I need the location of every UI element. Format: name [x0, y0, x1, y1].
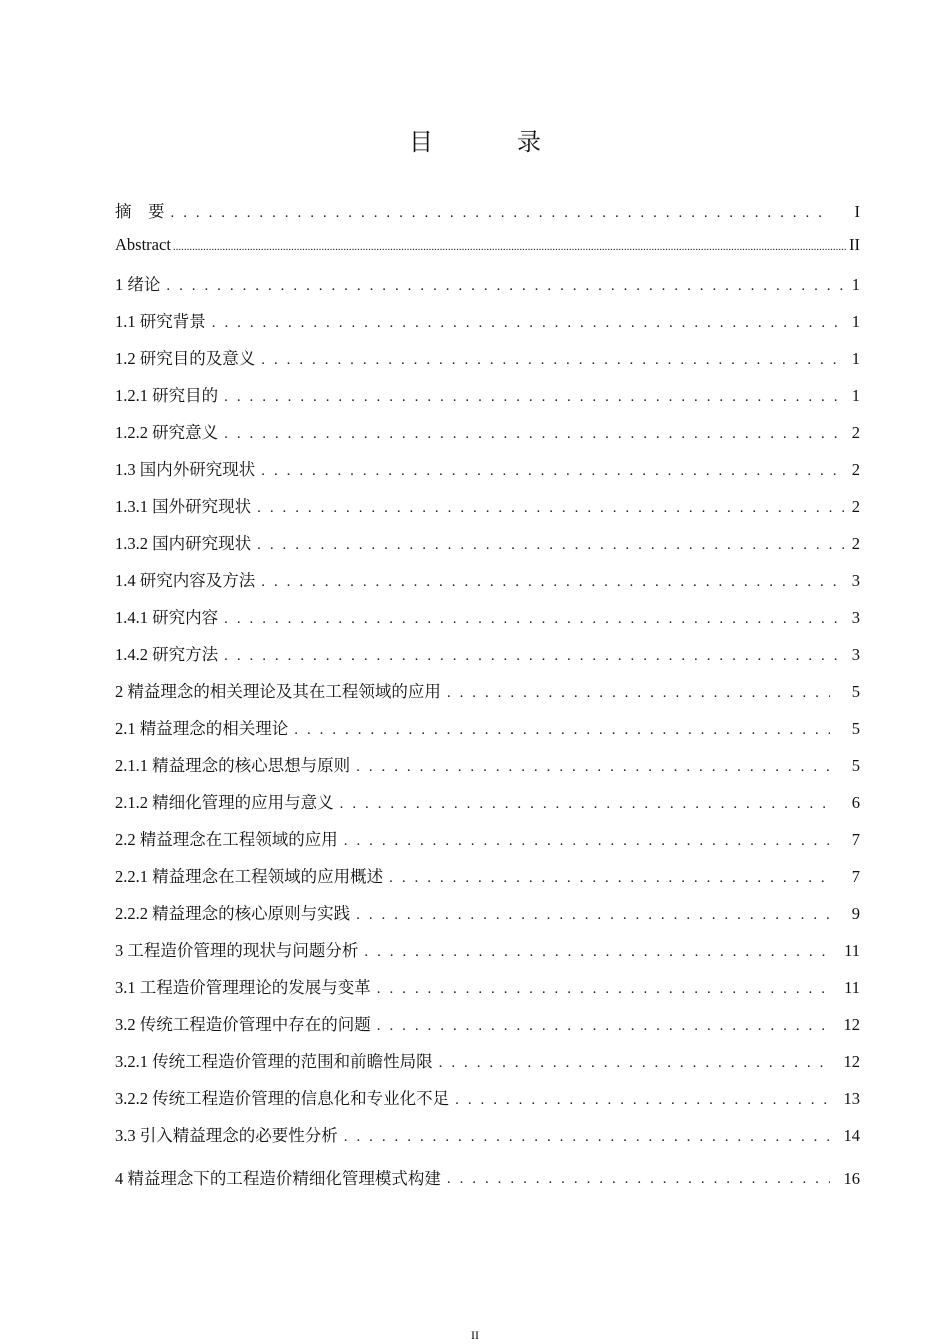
toc-entry-page: 2: [851, 423, 860, 442]
toc-entry-page: 5: [851, 756, 860, 775]
toc-entry-page: 16: [843, 1169, 860, 1188]
dot-leader: [356, 907, 830, 925]
toc-entry-page: 6: [851, 793, 860, 812]
toc-entry-label: 1.2 研究目的及意义: [115, 349, 256, 368]
dot-leader: [261, 463, 844, 481]
dot-leader: [261, 574, 844, 592]
dot-leader: [224, 389, 844, 407]
toc-entry[interactable]: [115, 1159, 860, 1199]
toc-entry-label: 3.2 传统工程造价管理中存在的问题: [115, 1015, 371, 1034]
toc-entry-page: 11: [844, 978, 860, 997]
toc-entry[interactable]: [115, 382, 860, 419]
toc-entry-label: 1.4.2 研究方法: [115, 645, 219, 664]
toc-entry[interactable]: [115, 974, 860, 1011]
toc-entry-abstract-cn[interactable]: [115, 198, 860, 235]
toc-entry-page: 11: [844, 941, 860, 960]
toc-entry-label: 3 工程造价管理的现状与问题分析: [115, 941, 359, 960]
toc-entry-page: 5: [851, 682, 860, 701]
toc-entry[interactable]: [115, 419, 860, 456]
dot-leader: [261, 352, 844, 370]
dot-leader: [356, 759, 830, 777]
toc-entry-label: 2.1.2 精细化管理的应用与意义: [115, 793, 334, 812]
toc-entry-label: 4 精益理念下的工程造价精细化管理模式构建: [115, 1169, 441, 1188]
toc-entry-page: II: [849, 235, 860, 254]
toc-entry-page: 7: [851, 867, 860, 886]
toc-entry-page: 13: [843, 1089, 860, 1108]
dot-leader: [212, 315, 844, 333]
dot-leader: [173, 241, 847, 254]
toc-entry-label: 2.2.2 精益理念的核心原则与实践: [115, 904, 351, 923]
toc-entry[interactable]: [115, 641, 860, 678]
toc-entry[interactable]: [115, 345, 860, 382]
toc-entry-label: 1.2.2 研究意义: [115, 423, 219, 442]
dot-leader: [455, 1092, 830, 1110]
toc-entry-page: 1: [851, 349, 860, 368]
toc-entry[interactable]: [115, 715, 860, 752]
dot-leader: [171, 205, 831, 223]
toc-entry-label: 1.1 研究背景: [115, 312, 206, 331]
dot-leader: [166, 278, 844, 296]
toc-entry-label: Abstract: [115, 235, 171, 254]
toc-entry-label: 3.1 工程造价管理理论的发展与变革: [115, 978, 371, 997]
toc-entry[interactable]: [115, 752, 860, 789]
dot-leader: [224, 611, 844, 629]
dot-leader: [257, 537, 844, 555]
toc-entry-page: 5: [851, 719, 860, 738]
toc-entry[interactable]: [115, 937, 860, 974]
toc-entry-page: 2: [851, 497, 860, 516]
toc-entry[interactable]: [115, 789, 860, 826]
toc-entry-page: 1: [851, 275, 860, 294]
toc-entry-abstract-en[interactable]: [115, 235, 860, 271]
toc-entry-label: 1.3 国内外研究现状: [115, 460, 256, 479]
dot-leader: [364, 944, 830, 962]
toc-entry-label: 摘 要: [115, 202, 165, 221]
dot-leader: [257, 500, 844, 518]
toc-entry[interactable]: [115, 271, 860, 308]
toc-entry-label: 1.4.1 研究内容: [115, 608, 219, 627]
toc-entry[interactable]: [115, 826, 860, 863]
toc-entry-label: 1.3.2 国内研究现状: [115, 534, 252, 553]
toc-entry-page: 7: [851, 830, 860, 849]
dot-leader: [439, 1055, 830, 1073]
toc-entry[interactable]: [115, 567, 860, 604]
page-title: 目 录: [409, 128, 571, 156]
toc-entry-label: 2 精益理念的相关理论及其在工程领域的应用: [115, 682, 441, 701]
toc-entry-page: 3: [851, 571, 860, 590]
toc-entry-label: 3.2.2 传统工程造价管理的信息化和专业化不足: [115, 1089, 450, 1108]
toc-entry[interactable]: [115, 900, 860, 937]
toc-entry-label: 2.1.1 精益理念的核心思想与原则: [115, 756, 351, 775]
toc-entry[interactable]: [115, 1122, 860, 1159]
toc-entry[interactable]: [115, 456, 860, 493]
toc-entry-label: 1.3.1 国外研究现状: [115, 497, 252, 516]
toc-entry[interactable]: [115, 308, 860, 345]
dot-leader: [340, 796, 830, 814]
table-of-contents: [115, 198, 860, 1199]
toc-entry[interactable]: [115, 530, 860, 567]
page-number-footer: II: [471, 1328, 479, 1342]
dot-leader: [224, 648, 844, 666]
dot-leader: [344, 833, 830, 851]
toc-entry-label: 2.2.1 精益理念在工程领域的应用概述: [115, 867, 384, 886]
toc-entry[interactable]: [115, 863, 860, 900]
toc-entry-label: 3.2.1 传统工程造价管理的范围和前瞻性局限: [115, 1052, 433, 1071]
toc-entry[interactable]: [115, 493, 860, 530]
dot-leader: [294, 722, 830, 740]
toc-entry-label: 2.1 精益理念的相关理论: [115, 719, 289, 738]
toc-entry-page: 2: [851, 534, 860, 553]
toc-entry-label: 1.2.1 研究目的: [115, 386, 219, 405]
dot-leader: [224, 426, 844, 444]
toc-entry-label: 2.2 精益理念在工程领域的应用: [115, 830, 338, 849]
toc-entry-label: 1 绪论: [115, 275, 161, 294]
dot-leader: [377, 981, 830, 999]
toc-entry-page: 3: [851, 608, 860, 627]
toc-entry-page: 9: [851, 904, 860, 923]
dot-leader: [447, 1171, 830, 1189]
toc-entry[interactable]: [115, 678, 860, 715]
toc-entry-label: 1.4 研究内容及方法: [115, 571, 256, 590]
toc-entry[interactable]: [115, 1011, 860, 1048]
toc-entry-page: 2: [851, 460, 860, 479]
dot-leader: [389, 870, 830, 888]
toc-entry-page: 14: [843, 1126, 860, 1145]
toc-entry[interactable]: [115, 1048, 860, 1085]
toc-entry[interactable]: [115, 604, 860, 641]
toc-entry-page: 12: [843, 1015, 860, 1034]
toc-entry[interactable]: [115, 1085, 860, 1122]
dot-leader: [344, 1129, 830, 1147]
dot-leader: [447, 685, 830, 703]
toc-entry-page: 1: [851, 312, 860, 331]
toc-entry-page: I: [854, 202, 860, 221]
toc-entry-page: 12: [843, 1052, 860, 1071]
toc-entry-label: 3.3 引入精益理念的必要性分析: [115, 1126, 338, 1145]
toc-entry-page: 3: [851, 645, 860, 664]
toc-entry-page: 1: [851, 386, 860, 405]
dot-leader: [377, 1018, 830, 1036]
